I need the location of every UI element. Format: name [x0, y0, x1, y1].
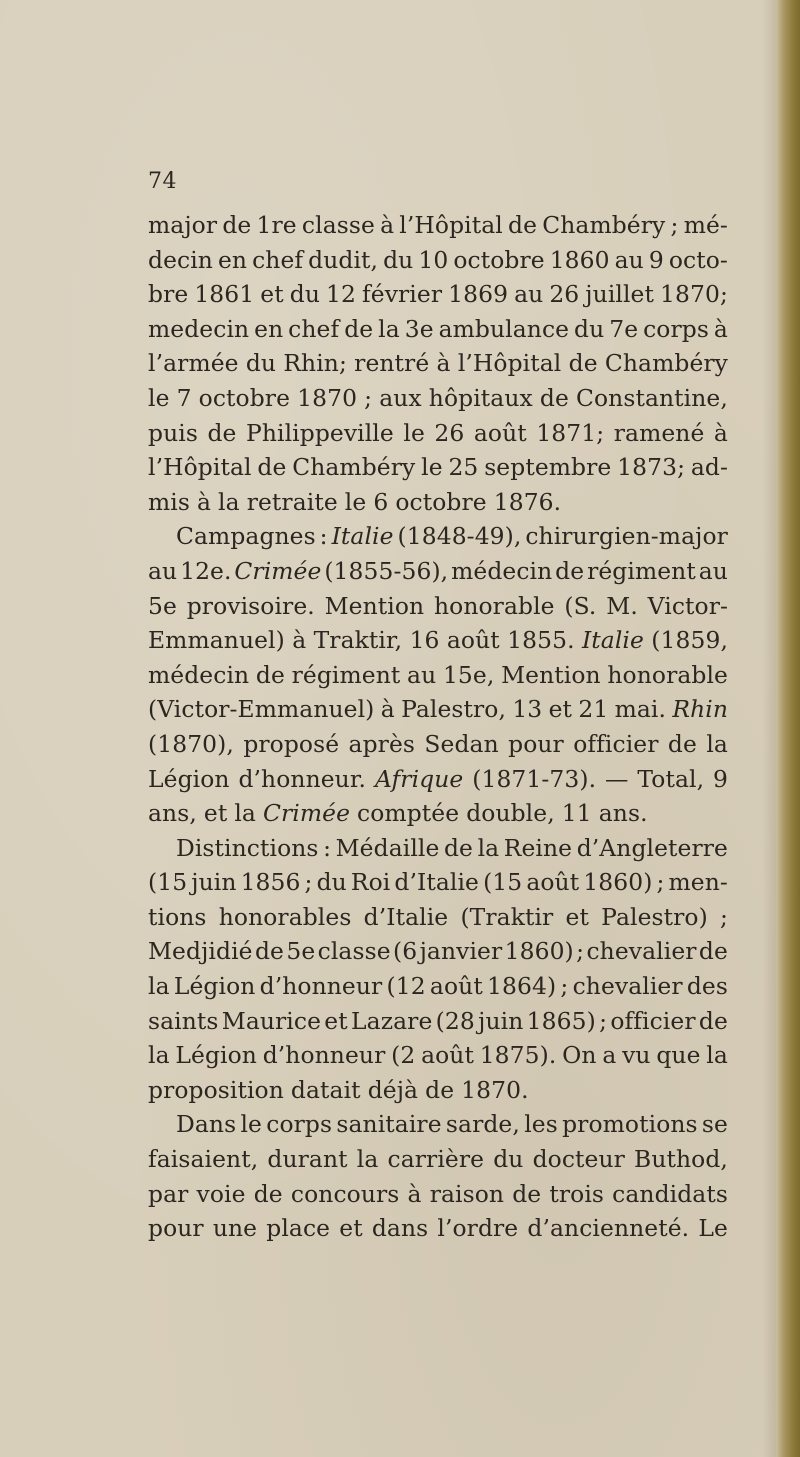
text-line: (1870), proposé après Sedan pour officier de la	[148, 729, 728, 758]
text-line: ans, et la Crimée comptée double, 11 ans.	[148, 799, 648, 828]
text-line: médecin de régiment au 15e, Mention honorable	[148, 660, 728, 689]
text-line: saints Maurice et Lazare (28 juin 1865) ; officier de	[148, 1006, 728, 1035]
text-line: pour une place et dans l’ordre d’ancienneté. Le	[148, 1214, 728, 1243]
text-line: bre 1861 et du 12 février 1869 au 26 juillet 1870;	[148, 280, 728, 309]
page-edge-shadow	[762, 0, 776, 1457]
text-line: Distinctions : Médaille de la Reine d’Angleterre	[176, 833, 728, 862]
text-line: proposition datait déjà de 1870.	[148, 1075, 529, 1104]
text-line: mis à la retraite le 6 octobre 1876.	[148, 487, 562, 516]
text-line: le 7 octobre 1870 ; aux hôpitaux de Constantine,	[148, 383, 728, 412]
text-line: l’armée du Rhin; rentré à l’Hôpital de Chambéry	[148, 349, 728, 378]
text-line: la Légion d’honneur (12 août 1864) ; chevalier des	[148, 972, 728, 1001]
text-line: l’Hôpital de Chambéry le 25 septembre 1873; ad-	[148, 453, 728, 482]
text-line: faisaient, durant la carrière du docteur Buthod,	[148, 1145, 728, 1174]
text-line: la Légion d’honneur (2 août 1875). On a vu que la	[148, 1041, 728, 1070]
text-line: 5e provisoire. Mention honorable (S. M. Victor-	[148, 591, 728, 620]
page-number: 74	[148, 169, 177, 194]
text-line: Emmanuel) à Traktir, 16 août 1855. Italie (1859,	[148, 626, 728, 655]
text-line: Campagnes : Italie (1848-49), chirurgien-major	[176, 522, 728, 551]
text-line: (Victor-Emmanuel) à Palestro, 13 et 21 mai. Rhin	[148, 695, 728, 724]
text-line: medecin en chef de la 3e ambulance du 7e corps à	[148, 314, 728, 343]
text-line: Dans le corps sanitaire sarde, les promotions se	[176, 1110, 728, 1139]
text-line: Légion d’honneur. Afrique (1871-73). — Total, 9	[148, 764, 728, 793]
text-line: puis de Philippeville le 26 août 1871; ramené à	[148, 418, 728, 447]
body-text	[148, 208, 728, 1246]
text-line: Medjidié de 5e classe (6 janvier 1860) ; chevalier de	[148, 937, 728, 966]
text-line: (15 juin 1856 ; du Roi d’Italie (15 août 1860) ; men-	[148, 868, 728, 897]
page-edge	[776, 0, 800, 1457]
text-line: major de 1re classe à l’Hôpital de Chambéry ; mé-	[148, 211, 728, 239]
text-line: par voie de concours à raison de trois candidats	[148, 1179, 728, 1208]
text-line: au 12e. Crimée (1855-56), médecin de régiment au	[148, 556, 728, 585]
text-line: tions honorables d’Italie (Traktir et Palestro) ;	[148, 902, 728, 931]
text-line: decin en chef dudit, du 10 octobre 1860 au 9 octo-	[148, 245, 728, 274]
